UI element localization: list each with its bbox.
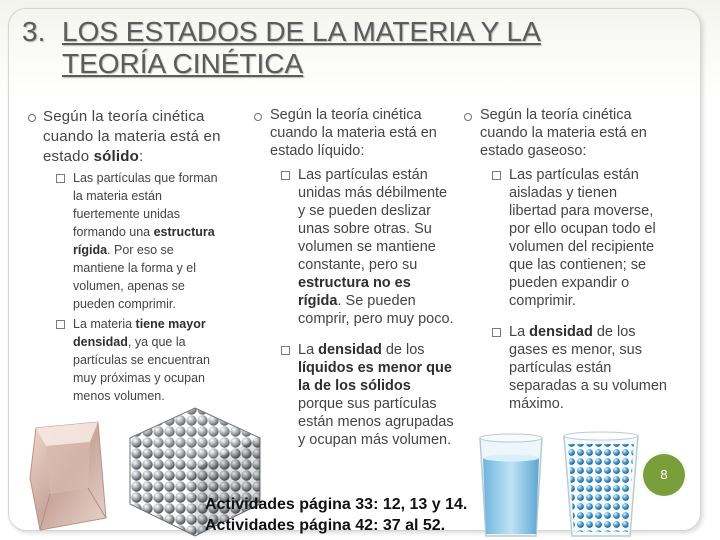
gas-p2-l5: máximo. (509, 396, 564, 412)
liquid-point-1 (298, 166, 473, 328)
liquid-p2-l4: porque sus partículas (298, 396, 437, 412)
liquid-p1-l6: constante, pero su (298, 257, 418, 273)
liquid-state-prefix: estado (270, 143, 318, 159)
solid-p2-l2b: , ya que la (127, 335, 186, 349)
activities-note (205, 494, 535, 536)
liquid-p2-l1a: La (298, 342, 319, 358)
liquid-lead-line-1: Según la teoría cinética (270, 107, 422, 123)
solid-checkbox-icon-1 (56, 174, 65, 183)
gas-p1-l8: comprimir. (509, 293, 576, 309)
gas-p2-l1c: de los (592, 324, 636, 340)
solid-state-prefix: estado (43, 148, 94, 165)
liquid-p2-l2-bold: líquidos es menor que (298, 360, 452, 376)
solid-bullet-icon (28, 114, 36, 122)
liquid-p1-l1: Las partículas están (298, 167, 428, 183)
activities-line-1: Actividades página 33: 12, 13 y 14. (205, 496, 468, 513)
gas-p1-l7: pueden expandir o (509, 275, 630, 291)
liquid-p2-l1c: de los (381, 342, 425, 358)
solid-p1-l4a: formando una (73, 225, 154, 239)
gas-lead-line-2: cuando la materia está en (480, 125, 647, 141)
solid-p2-l2a: densidad (73, 335, 128, 349)
solid-point-1 (73, 169, 253, 313)
title-line-2: TEORÍA CINÉTICA (62, 48, 304, 79)
liquid-state: líquido (317, 143, 361, 159)
liquid-p1-l8b: . Se pueden (337, 293, 416, 309)
gas-spheres-glass-image (558, 430, 644, 540)
solid-p1-l5b: . Por eso se (107, 243, 174, 257)
activities-line-2: Actividades página 42: 37 al 52. (205, 517, 446, 534)
solid-lead-line-1: Según la teoría cinética (43, 108, 205, 125)
solid-p1-l5 (73, 241, 253, 259)
liquid-p1-l8 (298, 292, 473, 310)
gas-p1-l4: por ello ocupan todo el (509, 221, 656, 237)
solid-checkbox-icon-2 (56, 320, 65, 329)
solid-p1-l4 (73, 223, 253, 241)
gas-p1-l1: Las partículas están (509, 167, 639, 183)
liquid-lead-line-3 (270, 142, 465, 160)
solid-lead-line-3 (43, 147, 253, 167)
gas-p2-l4: separadas a su volumen (509, 378, 667, 394)
liquid-checkbox-icon-2 (281, 346, 290, 355)
gas-checkbox-icon-1 (492, 171, 501, 180)
solid-p1-l8: pueden comprimir. (73, 297, 176, 311)
solid-p2-l5: menos volumen. (73, 389, 165, 403)
gas-p1-l5: volumen del recipiente (509, 239, 655, 255)
gas-state-suffix: : (582, 143, 587, 159)
liquid-p1-l5: volumen se mantiene (298, 239, 436, 255)
gas-p2-l1a: La (509, 324, 530, 340)
liquid-p2-l2 (298, 359, 473, 377)
solid-lead-line-2: cuando la materia está en (43, 128, 221, 145)
liquid-p1-l7 (298, 274, 473, 292)
gas-p1-l2: aisladas y tienen (509, 185, 618, 201)
page-number-badge: 8 (641, 452, 687, 498)
solid-p1-l3: fuertemente unidas (73, 207, 181, 221)
solid-p2-l2 (73, 333, 253, 351)
gas-p2-l2: gases es menor, sus (509, 342, 642, 358)
solid-state: sólido (93, 148, 139, 165)
solid-p2-l1a: La materia (73, 317, 136, 331)
solid-p2-l3: partículas se encuentran (73, 353, 210, 367)
liquid-p2-l1b: densidad (318, 342, 382, 358)
solid-p2-l4: muy próximas y ocupan (73, 371, 206, 385)
liquid-p2-l3 (298, 377, 473, 395)
liquid-p1-l7-bold: estructura no es (298, 275, 411, 291)
slide-title (22, 16, 642, 80)
gas-p1-l6: que las contienen; se (509, 257, 647, 273)
title-line-1: LOS ESTADOS DE LA MATERIA Y LA (62, 16, 541, 47)
solid-p1-l1: Las partículas que forman (73, 171, 218, 185)
gas-p2-l1b: densidad (529, 324, 593, 340)
solid-p1-l5a: rígida (73, 243, 108, 257)
solid-p2-l1b: tiene mayor (135, 317, 206, 331)
liquid-p1-l9: comprir, pero muy poco. (298, 311, 454, 327)
gas-p2-l3: partículas están (509, 360, 612, 376)
liquid-p1-l3: y se pueden deslizar (298, 203, 431, 219)
ice-block-image (28, 418, 108, 534)
gas-p1-l3: libertad para moverse, (509, 203, 654, 219)
liquid-state-suffix: : (360, 143, 365, 159)
gas-state-prefix: estado (480, 143, 528, 159)
liquid-p2-l1 (298, 341, 473, 359)
solid-p1-l7: volumen, apenas se (73, 279, 185, 293)
gas-bullet-icon (464, 113, 472, 121)
gas-lead-line-3 (480, 142, 680, 160)
liquid-p1-l4: unas sobre otras. Su (298, 221, 432, 237)
liquid-lead (270, 106, 465, 160)
liquid-p1-l8a: rígida (298, 293, 338, 309)
gas-p2-l1 (509, 323, 694, 341)
liquid-point-2 (298, 341, 473, 449)
solid-p2-l1 (73, 315, 253, 333)
solid-p1-l6: mantiene la forma y el (73, 261, 196, 275)
liquid-p2-l5: están menos agrupadas (298, 414, 454, 430)
liquid-checkbox-icon-1 (281, 171, 290, 180)
solid-p1-l2: la materia están (73, 189, 162, 203)
solid-point-2 (73, 315, 253, 405)
solid-p1-l4b: estructura (153, 225, 215, 239)
gas-point-1 (509, 166, 694, 310)
title-number: 3. (22, 16, 46, 47)
liquid-p2-l3-bold: la de los sólidos (298, 378, 411, 394)
solid-state-suffix: : (138, 148, 144, 165)
liquid-p1-l2: unidas más débilmente (298, 185, 448, 201)
gas-lead-line-1: Según la teoría cinética (480, 107, 632, 123)
gas-point-2 (509, 323, 694, 413)
gas-state: gaseoso (527, 143, 583, 159)
gas-checkbox-icon-2 (492, 328, 501, 337)
gas-lead (480, 106, 680, 160)
liquid-lead-line-2: cuando la materia está en (270, 125, 437, 141)
liquid-p2-l6: y ocupan más volumen. (298, 432, 452, 448)
liquid-bullet-icon (254, 113, 262, 121)
solid-lead (43, 107, 253, 167)
